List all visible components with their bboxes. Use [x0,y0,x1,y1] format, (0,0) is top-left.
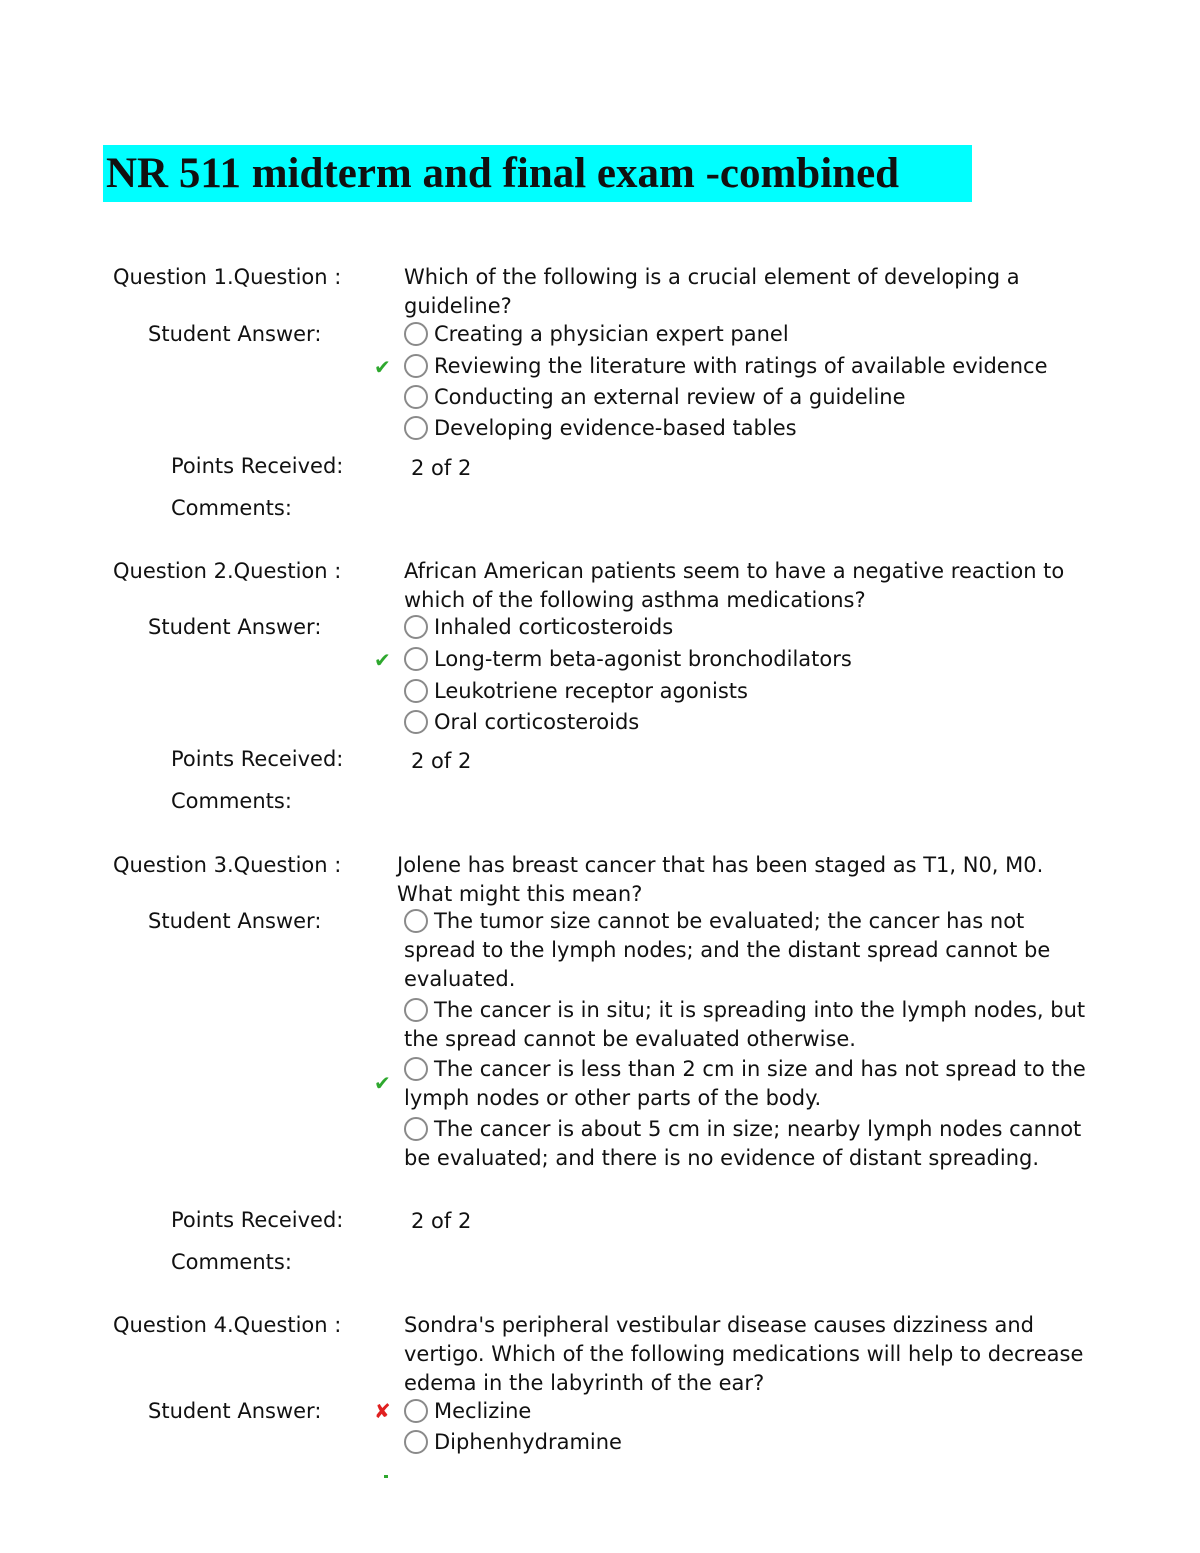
comments-label: Comments: [171,1250,292,1274]
question-label: Question 1.Question : [113,265,342,289]
student-answer-label: Student Answer: [148,322,322,346]
answer-option-selected[interactable] [404,352,1094,381]
points-value: 2 of 2 [411,456,472,480]
question-label: Question 2.Question : [113,559,342,583]
question-text: Sondra's peripheral vestibular disease causes dizziness and vertigo. Which of the following medications will help to decrease edema in the labyrinth of the ear? [404,1313,1084,1395]
answer-option-selected[interactable] [404,1397,1094,1426]
option-text: Meclizine [434,1399,532,1423]
answer-option[interactable] [404,320,1094,349]
points-received-label: Points Received: [171,1208,344,1232]
radio-button-icon[interactable] [404,1057,428,1081]
radio-button-icon[interactable] [404,1117,428,1141]
option-text: Inhaled corticosteroids [434,615,674,639]
option-text: Reviewing the literature with ratings of available evidence [434,354,1048,378]
option-text: Long-term beta-agonist bronchodilators [434,647,852,671]
answer-option-selected[interactable] [404,645,1094,674]
option-text: The tumor size cannot be evaluated; the cancer has not spread to the lymph nodes; and the distant spread cannot be evaluated. [404,909,1051,991]
answer-option[interactable] [404,996,1094,1054]
question-label: Question 4.Question : [113,1313,342,1337]
points-received-label: Points Received: [171,747,344,771]
student-answer-label: Student Answer: [148,615,322,639]
question-text: Jolene has breast cancer that has been staged as T1, N0, M0. What might this mean? [397,853,1044,906]
option-text: Conducting an external review of a guideline [434,385,906,409]
radio-button-icon[interactable] [404,1430,428,1454]
document-title: NR 511 midterm and final exam -combined [103,145,972,202]
option-text: Diphenhydramine [434,1430,622,1454]
option-text: The cancer is about 5 cm in size; nearby lymph nodes cannot be evaluated; and there is no evidence of distant spreading. [404,1117,1082,1170]
check-mark-icon: ✔ [374,1071,391,1095]
check-mark-icon: ✔ [374,355,391,379]
radio-button-icon[interactable] [404,710,428,734]
student-answer-label: Student Answer: [148,1399,322,1423]
radio-button-icon[interactable] [404,909,428,933]
question-label: Question 3.Question : [113,853,342,877]
answer-option[interactable] [404,383,1094,412]
answer-option[interactable] [404,1428,1094,1457]
option-text: Leukotriene receptor agonists [434,679,748,703]
student-answer-label: Student Answer: [148,909,322,933]
x-mark-icon: ✘ [374,1399,391,1423]
radio-button-icon[interactable] [404,998,428,1022]
option-text: The cancer is in situ; it is spreading into the lymph nodes, but the spread cannot be evaluated otherwise. [404,998,1086,1051]
radio-button-icon[interactable] [404,615,428,639]
radio-button-icon[interactable] [404,416,428,440]
answer-option[interactable] [404,708,1094,737]
radio-button-icon[interactable] [404,679,428,703]
points-value: 2 of 2 [411,1209,472,1233]
answer-option-selected[interactable] [404,1055,1094,1113]
comments-label: Comments: [171,496,292,520]
radio-button-icon[interactable] [404,354,428,378]
points-value: 2 of 2 [411,749,472,773]
radio-button-icon[interactable] [404,1399,428,1423]
question-text: Which of the following is a crucial element of developing a guideline? [404,265,1020,318]
option-text: Oral corticosteroids [434,710,640,734]
comments-label: Comments: [171,789,292,813]
check-mark-fragment-icon [384,1475,388,1478]
option-text: The cancer is less than 2 cm in size and has not spread to the lymph nodes or other parts of the body. [404,1057,1086,1110]
points-received-label: Points Received: [171,454,344,478]
option-text: Creating a physician expert panel [434,322,789,346]
radio-button-icon[interactable] [404,385,428,409]
answer-option[interactable] [404,1115,1094,1173]
answer-option[interactable] [404,613,1094,642]
answer-option[interactable] [404,907,1094,994]
answer-option[interactable] [404,414,1094,443]
check-mark-icon: ✔ [374,648,391,672]
option-text: Developing evidence-based tables [434,416,797,440]
radio-button-icon[interactable] [404,647,428,671]
question-text: African American patients seem to have a negative reaction to which of the following asthma medications? [404,559,1065,612]
radio-button-icon[interactable] [404,322,428,346]
answer-option[interactable] [404,677,1094,706]
